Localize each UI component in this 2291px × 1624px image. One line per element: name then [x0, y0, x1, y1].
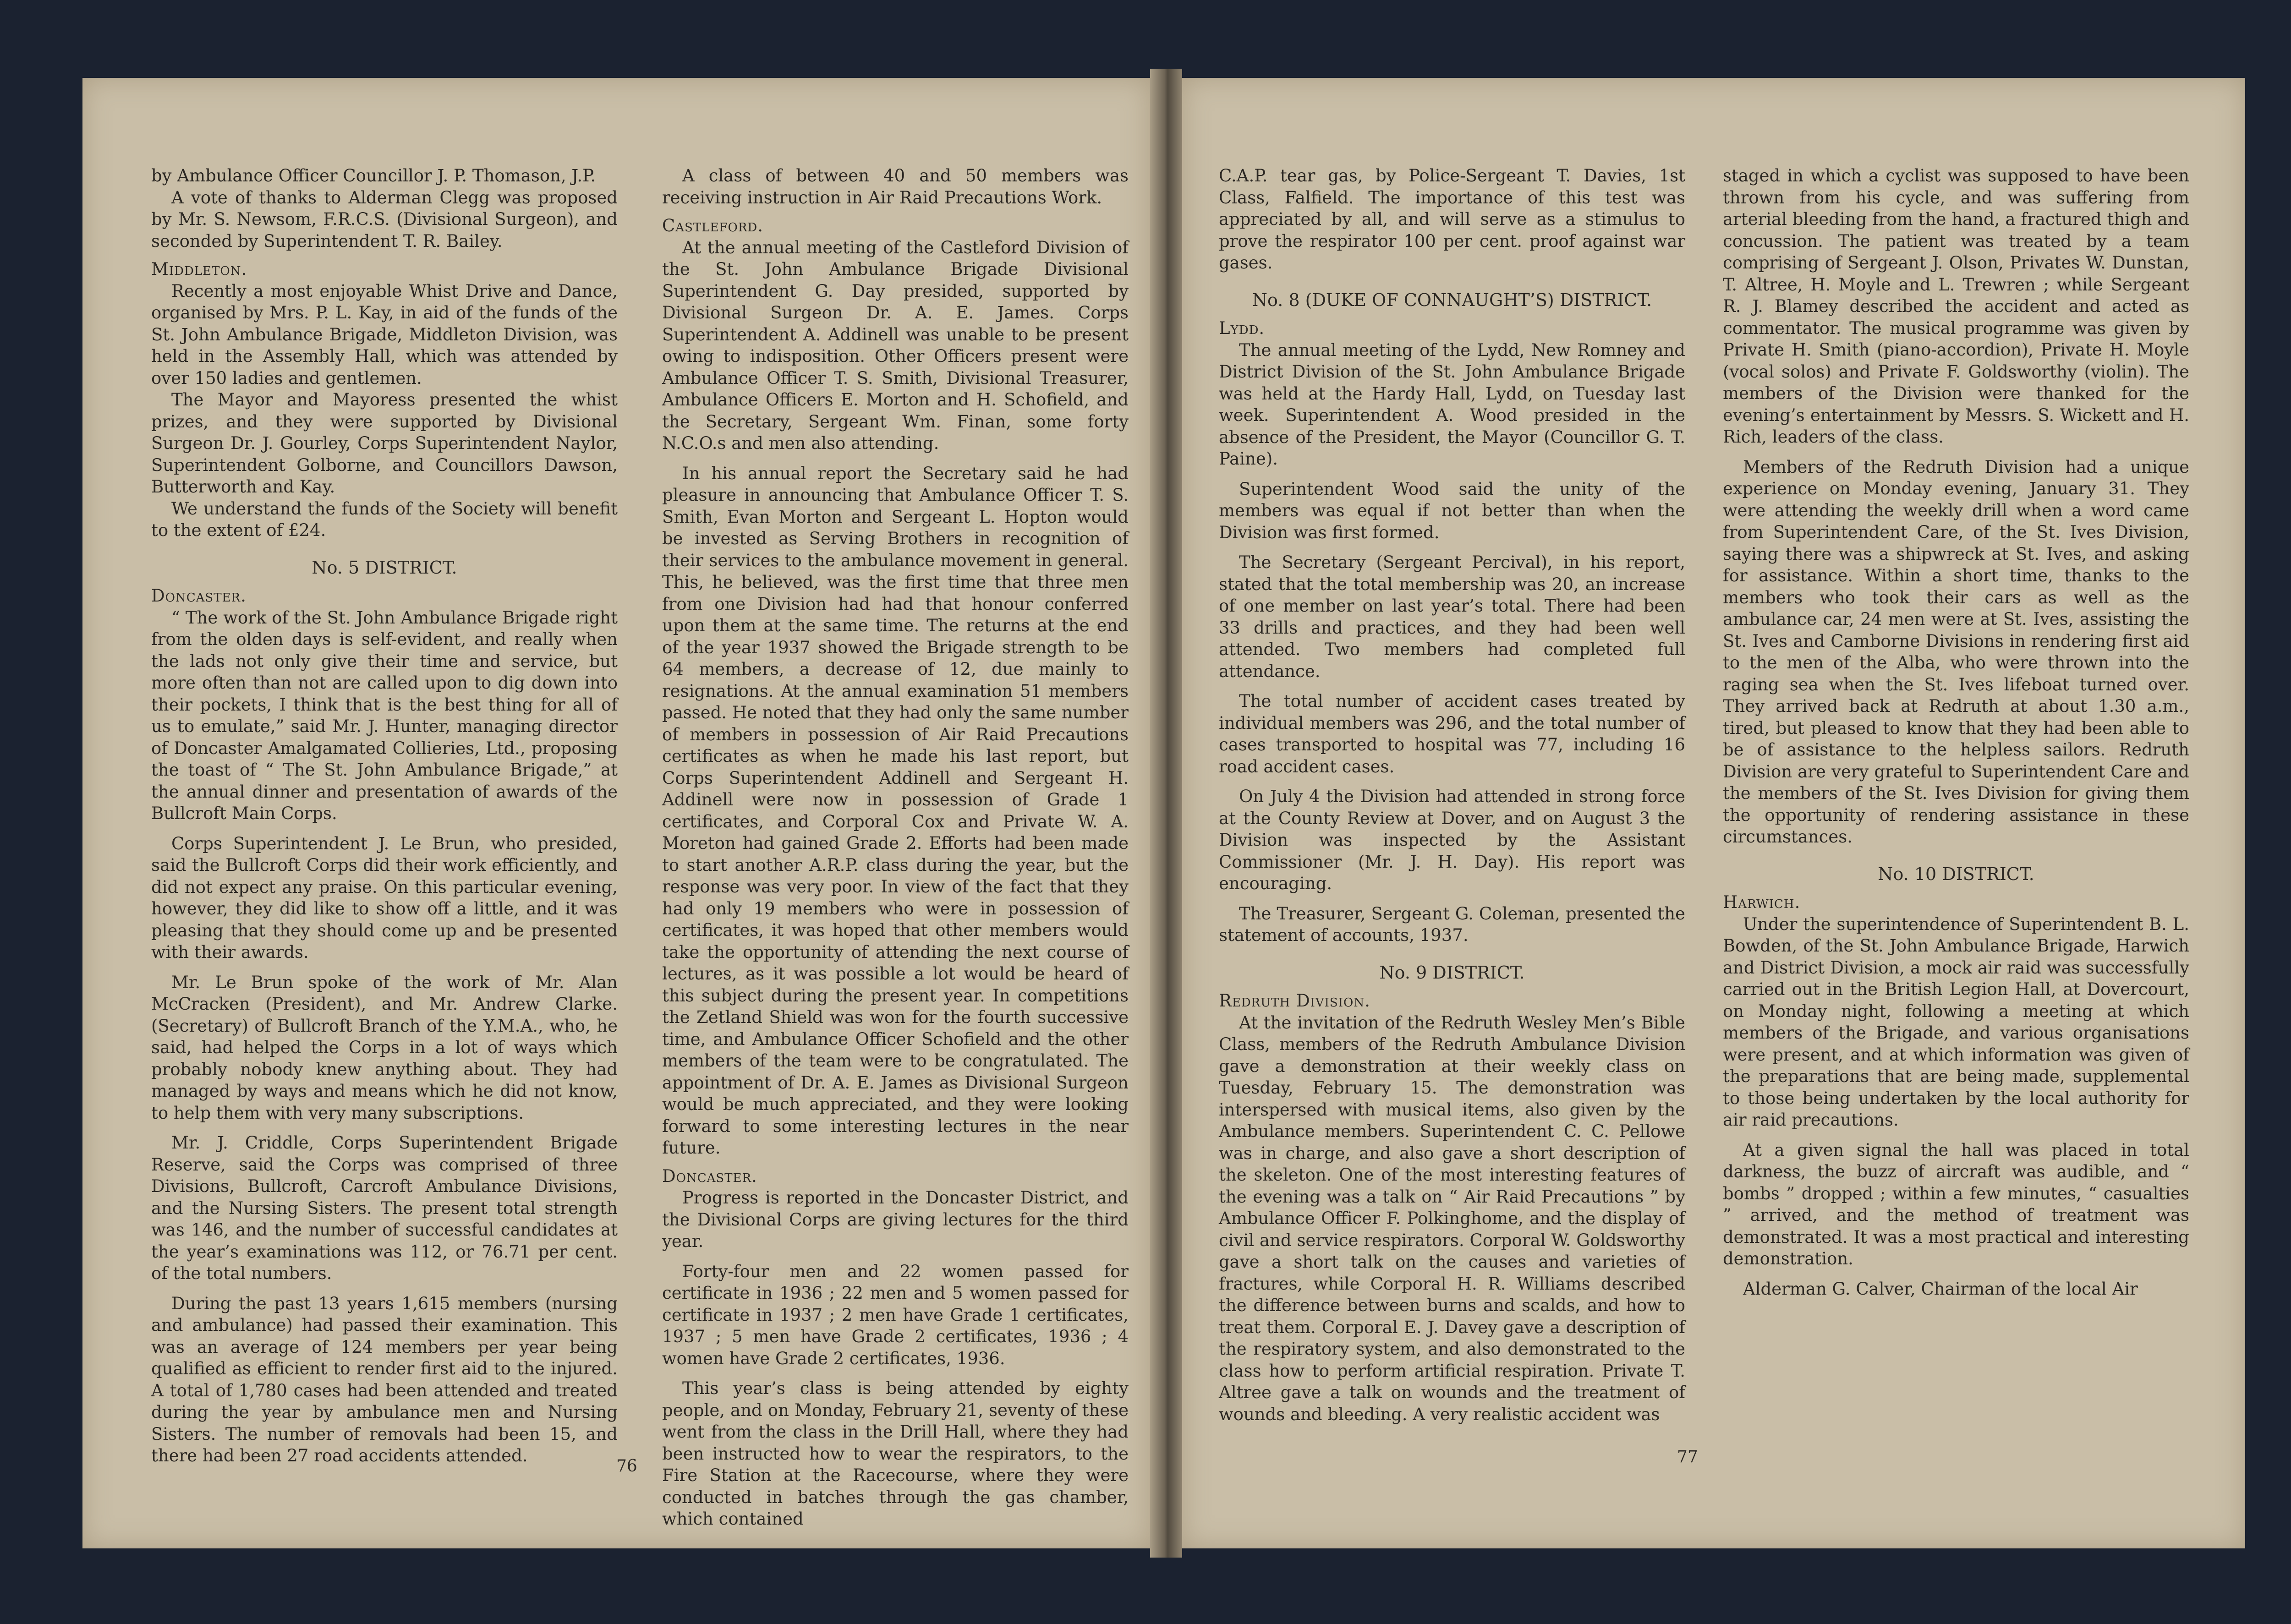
section-heading: Middleton.: [151, 259, 247, 279]
paragraph: Corps Superintendent J. Le Brun, who presided, said the Bullcroft Corps did their work efficiently, and did not expect any praise. On this particular evening, however, they did like to show off a little, and it was pleasing that they should come up and be presented with their awards.: [151, 833, 618, 962]
paragraph: At the annual meeting of the Castleford Division of the St. John Ambulance Brigade Divisional Superintendent G. Day presided, supported by Divisional Surgeon Dr. A. E. James. Corps Superintendent A. Addinell was unable to be present owing to indisposition. Other Officers present were Ambulance Officer T. S. Smith, Divisional Treasurer, Ambulance Officers E. Morton and H. Schofield, and the Secretary, Sergeant Wm. Finan, some forty N.C.O.s and men also attending.: [662, 237, 1129, 453]
paragraph: A vote of thanks to Alderman Clegg was proposed by Mr. S. Newsom, F.R.C.S. (Divisional Surgeon), and seconded by Superintendent T. R. Bailey.: [151, 187, 618, 251]
section-heading: Redruth Division.: [1219, 991, 1370, 1011]
paragraph: Recently a most enjoyable Whist Drive and Dance, organised by Mrs. P. L. Kay, in aid of the funds of the St. John Ambulance Brigade, Middleton Division, was held in the Assembly Hall, which was attended by over 150 ladies and gentlemen.: [151, 281, 618, 388]
paragraph: At a given signal the hall was placed in total darkness, the buzz of aircraft was audible, and “ bombs ” dropped ; within a few minutes, “ casualties ” arrived, and the method of treatment was demonstrated. It was a most practical and interesting demonstration.: [1723, 1140, 2189, 1269]
district-heading: No. 9 DISTRICT.: [1379, 962, 1525, 983]
page-right-column-1: [1219, 165, 1685, 1425]
paragraph: staged in which a cyclist was supposed to have been thrown from his cycle, and was suffering from arterial bleeding from the hand, a fractured thigh and concussion. The patient was treated by a team comprising of Sergeant J. Olson, Privates W. Dunstan, T. Altree, H. Moyle and L. Trewren ; while Sergeant R. J. Blamey described the accident and acted as commentator. The musical programme was given by Private H. Smith (piano-accordion), Private H. Moyle (vocal solos) and Private F. Goldsworthy (violin). The members of the Division were thanked for the evening’s entertainment by Messrs. S. Wickett and H. Rich, leaders of the class.: [1723, 166, 2189, 447]
page-number-left: 76: [616, 1457, 637, 1476]
paragraph: The Secretary (Sergeant Percival), in his report, stated that the total membership was 20, an increase of one member on last year’s total. There had been 33 drills and practices, and they had been well attended. Two members had completed full attendance.: [1219, 552, 1685, 681]
page-right-column-2: [1723, 165, 2189, 1300]
page-right: [1182, 78, 2245, 1548]
book-gutter: [1150, 69, 1182, 1558]
paragraph: Members of the Redruth Division had a unique experience on Monday evening, January 31. They were attending the weekly drill when a word came from Superintendent Care, of the St. Ives Division, saying there was a shipwreck at St. Ives, and asking for assistance. Within a short time, thanks to the members who took their cars as well as the ambulance car, 24 men were at St. Ives, assisting the St. Ives and Camborne Divisions in rendering first aid to the men of the Alba, who were thrown into the raging sea when the St. Ives lifeboat turned over. They arrived back at Redruth at about 1.30 a.m., tired, but pleased to know that they had been able to be of assistance to the helpless sailors. Redruth Division are very grateful to Superintendent Care and the members of the St. Ives Division for giving them the opportunity of rendering assistance in these circumstances.: [1723, 457, 2189, 847]
section-heading: Harwich.: [1723, 892, 1801, 912]
paragraph: Alderman G. Calver, Chairman of the local Air: [1743, 1279, 2138, 1299]
paragraph: Under the superintendence of Superintendent B. L. Bowden, of the St. John Ambulance Brigade, Harwich and District Division, a mock air raid was successfully carried out in the British Legion Hall, at Dovercourt, on Monday night, following a meeting at which members of the Brigade, and various organisations were present, and at which information was given of the preparations that are being made, supplemental to those being undertaken by the local authority for air raid precautions.: [1723, 914, 2189, 1130]
paragraph: At the invitation of the Redruth Wesley Men’s Bible Class, members of the Redruth Ambulance Division gave a demonstration at their weekly class on Tuesday, February 15. The demonstration was interspersed with musical items, also given by the Ambulance members. Superintendent C. C. Pellowe was in charge, and also gave a short description of the skeleton. One of the most interesting features of the evening was a talk on “ Air Raid Precautions ” by Ambulance Officer F. Polkinghome, and the display of civil and service respirators. Corporal W. Goldsworthy gave a short talk on the causes and varieties of fractures, while Corporal H. R. Williams described the difference between burns and scalds, and how to treat them. Corporal E. J. Davey gave a description of the respiratory system, and also demonstrated to the class how to perform artificial respiration. Private T. Altree gave a talk on wounds and the treatment of wounds and bleeding. A very realistic accident was: [1219, 1012, 1685, 1424]
paragraph: Progress is reported in the Doncaster District, and the Divisional Corps are giving lectures for the third year.: [662, 1188, 1129, 1251]
district-heading: No. 10 DISTRICT.: [1878, 864, 2034, 884]
page-left-column-1: [151, 165, 618, 1467]
section-heading: Lydd.: [1219, 318, 1265, 338]
page-left-column-2: [662, 165, 1129, 1530]
paragraph: The total number of accident cases treated by individual members was 296, and the total number of cases transported to hospital was 77, including 16 road accident cases.: [1219, 691, 1685, 776]
district-heading: No. 5 DISTRICT.: [312, 557, 457, 578]
section-heading: Castleford.: [662, 216, 764, 235]
paragraph: Forty-four men and 22 women passed for certificate in 1936 ; 22 men and 5 women passed for certificate in 1937 ; 2 men have Grade 1 certificates, 1937 ; 5 men have Grade 2 certificates, 1936 ; 4 women have Grade 2 certificates, 1936.: [662, 1261, 1129, 1368]
district-heading: No. 8 (DUKE OF CONNAUGHT’S) DISTRICT.: [1252, 290, 1652, 310]
paragraph: Superintendent Wood said the unity of the members was equal if not better than when the Division was first formed.: [1219, 479, 1685, 542]
paragraph: “ The work of the St. John Ambulance Brigade right from the olden days is self-evident, and really when the lads not only give their time and service, but more often than not are called upon to dig down into their pockets, I think that is the best thing for all of us to emulate,” said Mr. J. Hunter, managing director of Doncaster Amalgamated Collieries, Ltd., proposing the toast of “ The St. John Ambulance Brigade,” at the annual dinner and presentation of awards of the Bullcroft Main Corps.: [151, 607, 618, 823]
paragraph: The Treasurer, Sergeant G. Coleman, presented the statement of accounts, 1937.: [1219, 903, 1685, 945]
paragraph: During the past 13 years 1,615 members (nursing and ambulance) had passed their examination. This was an average of 124 members per year being qualified as efficient to render first aid to the injured. A total of 1,780 cases had been attended and treated during the year by ambulance men and Nursing Sisters. The number of removals had been 15, and there had been 27 road accidents attended.: [151, 1293, 618, 1465]
paragraph: by Ambulance Officer Councillor J. P. Thomason, J.P.: [151, 166, 596, 186]
paragraph: This year’s class is being attended by eighty people, and on Monday, February 21, seventy of these went from the class in the Drill Hall, where they had been instructed how to wear the respirators, to the Fire Station at the Racecourse, where they were conducted in batches through the gas chamber, which contained: [662, 1378, 1129, 1529]
paragraph: The Mayor and Mayoress presented the whist prizes, and they were supported by Divisional Surgeon Dr. J. Gourley, Corps Superintendent Naylor, Superintendent Golborne, and Councillors Dawson, Butterworth and Kay.: [151, 390, 618, 497]
section-heading: Doncaster.: [662, 1166, 757, 1186]
paragraph: Mr. J. Criddle, Corps Superintendent Brigade Reserve, said the Corps was comprised of three Divisions, Bullcroft, Carcroft Ambulance Divisions, and the Nursing Sisters. The present total strength was 146, and the number of successful candidates at the year’s examinations was 112, or 76.71 per cent. of the total numbers.: [151, 1133, 618, 1283]
page-left: [82, 78, 1150, 1548]
paragraph: On July 4 the Division had attended in strong force at the County Review at Dover, and on August 3 the Division was inspected by the Assistant Commissioner (Mr. J. H. Day). His report was encouraging.: [1219, 787, 1685, 893]
paragraph: In his annual report the Secretary said he had pleasure in announcing that Ambulance Officer T. S. Smith, Evan Morton and Sergeant L. Hopton would be invested as Serving Brothers in recognition of their services to the ambulance movement in general. This, he believed, was the first time that three men from one Division had had that honour conferred upon them at the same time. The returns at the end of the year 1937 showed the Brigade strength to be 64 members, a decrease of 12, due mainly to resignations. At the annual examination 51 members passed. He noted that they had only the same number of members in possession of Air Raid Precautions certificates as when he made his last report, but Corps Superintendent Addinell and Sergeant H. Addinell were now in possession of Grade 1 certificates, and Corporal Cox and Private W. A. Moreton had gained Grade 2. Efforts had been made to start another A.R.P. class during the year, but the response was very poor. In view of the fact that they had only 19 members who were in possession of certificates, it was hoped that other members would take the opportunity of attending the next course of lectures, as it was possible a lot would be heard of this subject during the present year. In competitions the Zetland Shield was won for the fourth successive time, and Ambulance Officer Schofield and the other members of the team were to be congratulated. The appointment of Dr. A. E. James as Divisional Surgeon would be much appreciated, and they were looking forward to some interesting lectures in the near future.: [662, 463, 1129, 1158]
paragraph: C.A.P. tear gas, by Police-Sergeant T. Davies, 1st Class, Falfield. The importance of this test was appreciated by all, and will serve as a stimulus to prove the respirator 100 per cent. proof against war gases.: [1219, 166, 1685, 273]
paragraph: A class of between 40 and 50 members was receiving instruction in Air Raid Precautions Work.: [662, 166, 1129, 208]
paragraph: We understand the funds of the Society will benefit to the extent of £24.: [151, 498, 618, 540]
paragraph: Mr. Le Brun spoke of the work of Mr. Alan McCracken (President), and Mr. Andrew Clarke. (Secretary) of Bullcroft Branch of the Y.M.A., who, he said, had helped the Corps in a lot of ways which probably nobody knew anything about. They had managed by ways and means which he did not know, to help them with very many subscriptions.: [151, 972, 618, 1123]
paragraph: The annual meeting of the Lydd, New Romney and District Division of the St. John Ambulance Brigade was held at the Hardy Hall, Lydd, on Tuesday last week. Superintendent A. Wood presided in the absence of the President, the Mayor (Councillor G. T. Paine).: [1219, 340, 1685, 469]
page-number-right: 77: [1677, 1448, 1698, 1466]
section-heading: Doncaster.: [151, 586, 247, 606]
